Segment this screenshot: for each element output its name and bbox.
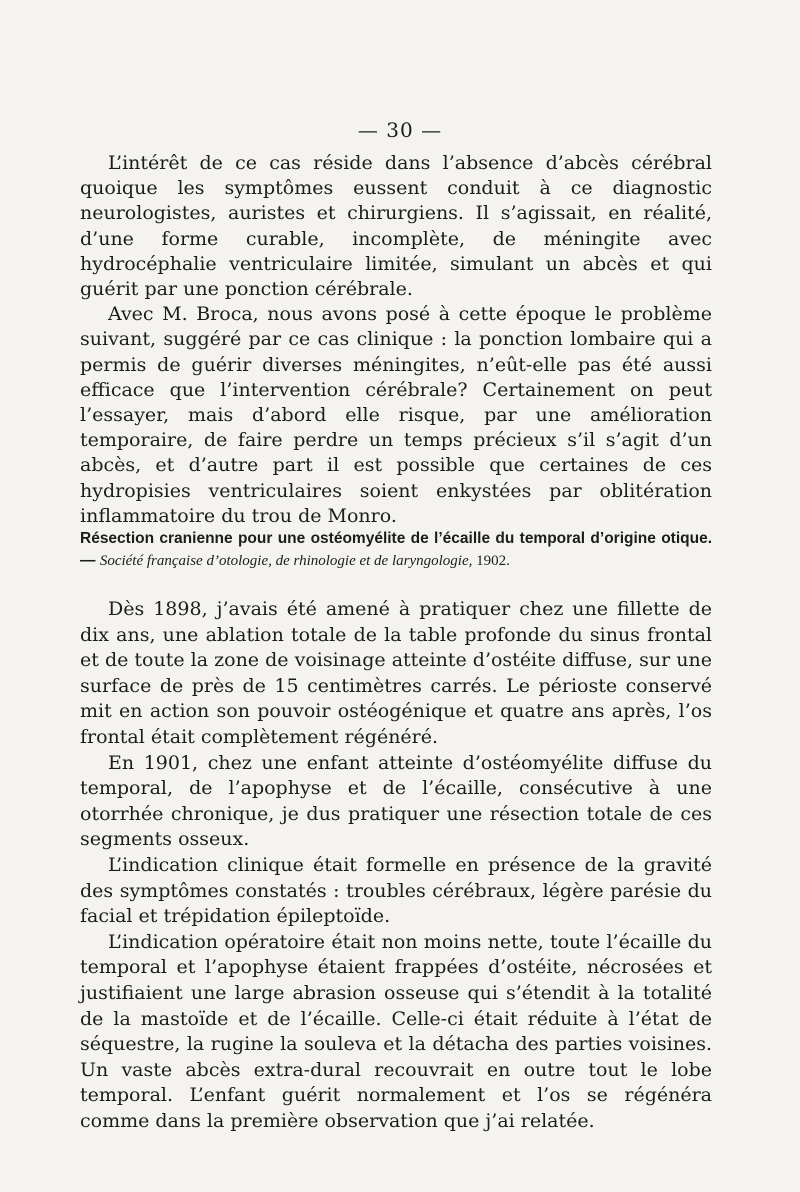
section-2-text xyxy=(80,597,712,1134)
paragraph: L’indication clinique était formelle en présence de la gravité des symptômes constatés : troubles cérébraux, légère parésie du facial et trépidation épileptoïde. xyxy=(80,853,712,928)
page-number: — 30 — xyxy=(357,118,443,142)
paragraph: L’intérêt de ce cas réside dans l’absence d’abcès cérébral quoique les symptômes eussent conduit à ce diagnostic neurologistes, auristes et chirurgiens. Il s’agissait, en réalité, d’une forme curable, incomplète, de méningite avec hydrocéphalie ventriculaire limitée, simulant un abcès et qui guérit par une ponction cérébrale. xyxy=(80,152,712,301)
heading-source: Société française d’otologie, de rhinologie et de laryngologie, xyxy=(99,553,473,569)
heading-year: 1902. xyxy=(472,553,510,569)
paragraph: Dès 1898, j’avais été amené à pratiquer chez une fillette de dix ans, une ablation totale de la table profonde du sinus frontal et de toute la zone de voisinage atteinte d’ostéite diffuse, sur une surface de près de 15 centimètres carrés. Le périoste conservé mit en action son pouvoir ostéogénique et quatre ans après, l’os frontal était complètement régénéré. xyxy=(80,598,712,748)
paragraph: L’indication opératoire était non moins nette, toute l’écaille du temporal et l’apophyse étaient frappées d’ostéite, nécrosées et justifiaient une large abrasion osseuse qui s’étendit à la totalité de la mastoïde et de l’écaille. Celle-ci était réduite à l’état de séquestre, la rugine la souleva et la détacha des parties voisines. Un vaste abcès extra-dural recouvrait en outre tout le lobe temporal. L’enfant guérit normalement et l’os se régénéra comme dans la première observation que j’ai relatée. xyxy=(80,930,712,1132)
paragraph: En 1901, chez une enfant atteinte d’ostéomyélite diffuse du temporal, de l’apophyse et de l’écaille, consécutive à une otorrhée chronique, je dus pratiquer une résection totale de ces segments osseux. xyxy=(80,751,712,851)
heading-dash: — xyxy=(80,552,100,569)
heading-title: Résection cranienne pour une ostéomyélite de l’écaille du temporal d’origine otique. xyxy=(80,530,712,547)
section-1-text xyxy=(80,151,712,529)
paragraph: Avec M. Broca, nous avons posé à cette époque le problème suivant, suggéré par ce cas clinique : la ponction lombaire qui a permis de guérir diverses méningites, n’eût-elle pas été aussi efficace que l’intervention cérébrale? Certainement on peut l’essayer, mais d’abord elle risque, par une amélioration temporaire, de faire perdre un temps précieux s’il s’agit d’un abcès, et d’autre part il est possible que certaines de ces hydropisies ventriculaires soient enkystées par oblitération inflammatoire du trou de Monro. xyxy=(80,303,712,527)
section-heading xyxy=(80,528,712,572)
